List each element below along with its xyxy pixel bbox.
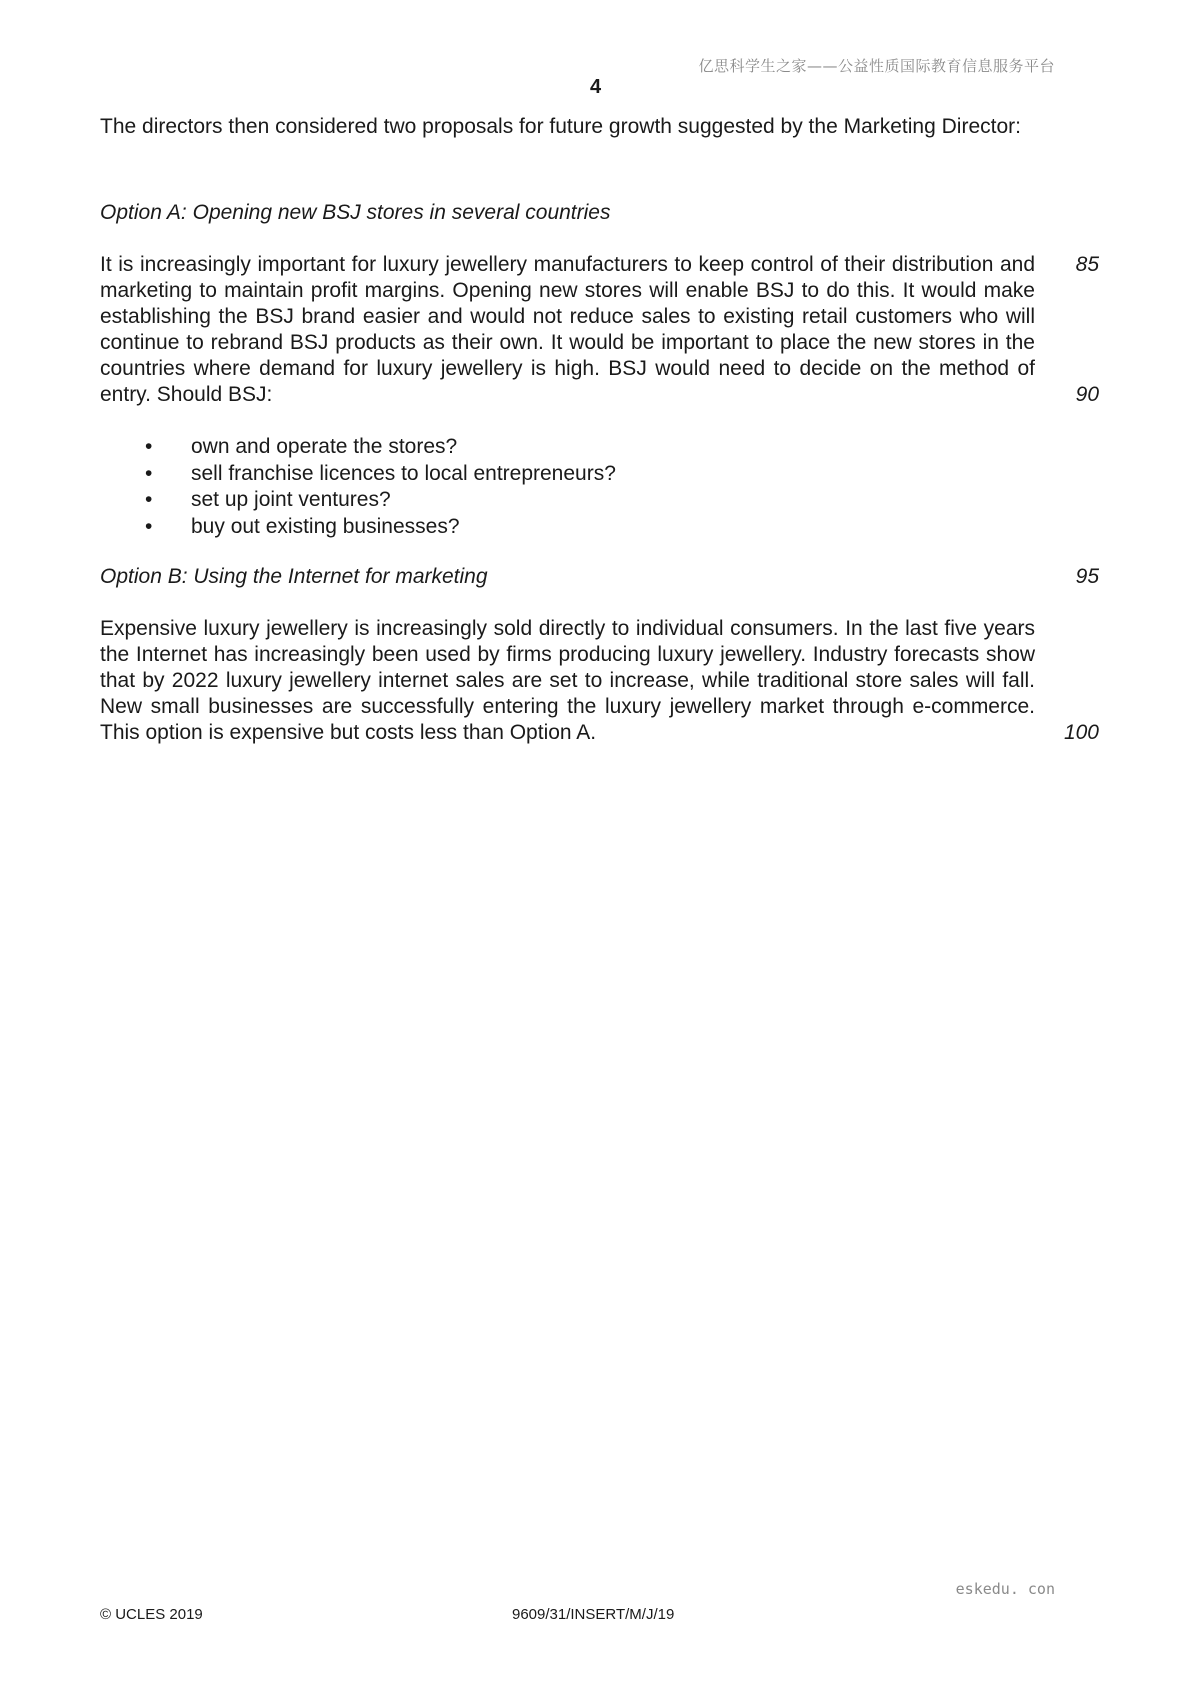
bullet-icon: • bbox=[145, 488, 153, 511]
list-item bbox=[100, 514, 616, 541]
footer-paper-code: 9609/31/INSERT/M/J/19 bbox=[512, 1606, 675, 1623]
bullet-text: set up joint ventures? bbox=[191, 488, 391, 511]
line-number-90: 90 bbox=[1075, 383, 1099, 406]
header-watermark: 亿思科学生之家——公益性质国际教育信息服务平台 bbox=[698, 57, 1055, 75]
option-a-paragraph: It is increasingly important for luxury jewellery manufacturers to keep control of their distribution and marketing to maintain profit margins. Opening new stores will enable BSJ to do this. It would make establishing the BSJ brand easier and would not reduce sales to existing retail customers who will continue to rebrand BSJ products as their own. It would be important to place the new stores in the countries where demand for luxury jewellery is high. BSJ would need to decide on the method of entry. Should BSJ: bbox=[100, 253, 1035, 406]
line-number-100: 100 bbox=[1063, 721, 1099, 744]
list-item bbox=[100, 487, 616, 514]
bullet-icon: • bbox=[145, 435, 153, 458]
bullet-icon: • bbox=[145, 514, 153, 538]
footer-watermark: eskedu. con bbox=[955, 1580, 1055, 1598]
page-number: 4 bbox=[589, 76, 602, 98]
option-a-bullet-list bbox=[100, 434, 616, 540]
line-number-95: 95 bbox=[1075, 565, 1099, 588]
bullet-text: own and operate the stores? bbox=[191, 435, 458, 458]
list-item bbox=[100, 434, 616, 461]
bullet-text: sell franchise licences to local entrepreneurs? bbox=[191, 461, 616, 485]
bullet-text: buy out existing businesses? bbox=[191, 514, 460, 538]
footer-copyright: © UCLES 2019 bbox=[100, 1606, 203, 1623]
option-b-heading: Option B: Using the Internet for marketing bbox=[100, 565, 488, 588]
list-item bbox=[100, 461, 616, 488]
option-a-heading: Option A: Opening new BSJ stores in several countries bbox=[100, 201, 611, 224]
bullet-icon: • bbox=[145, 461, 153, 485]
intro-paragraph: The directors then considered two proposals for future growth suggested by the Marketing Director: bbox=[100, 115, 1021, 138]
line-number-85: 85 bbox=[1075, 253, 1099, 276]
option-b-paragraph: Expensive luxury jewellery is increasingly sold directly to individual consumers. In the last five years the Internet has increasingly been used by firms producing luxury jewellery. Industry forecasts show that by 2022 luxury jewellery internet sales are set to increase, while traditional store sales will fall. New small businesses are successfully entering the luxury jewellery market through e-commerce. This option is expensive but costs less than Option A. bbox=[100, 617, 1035, 744]
